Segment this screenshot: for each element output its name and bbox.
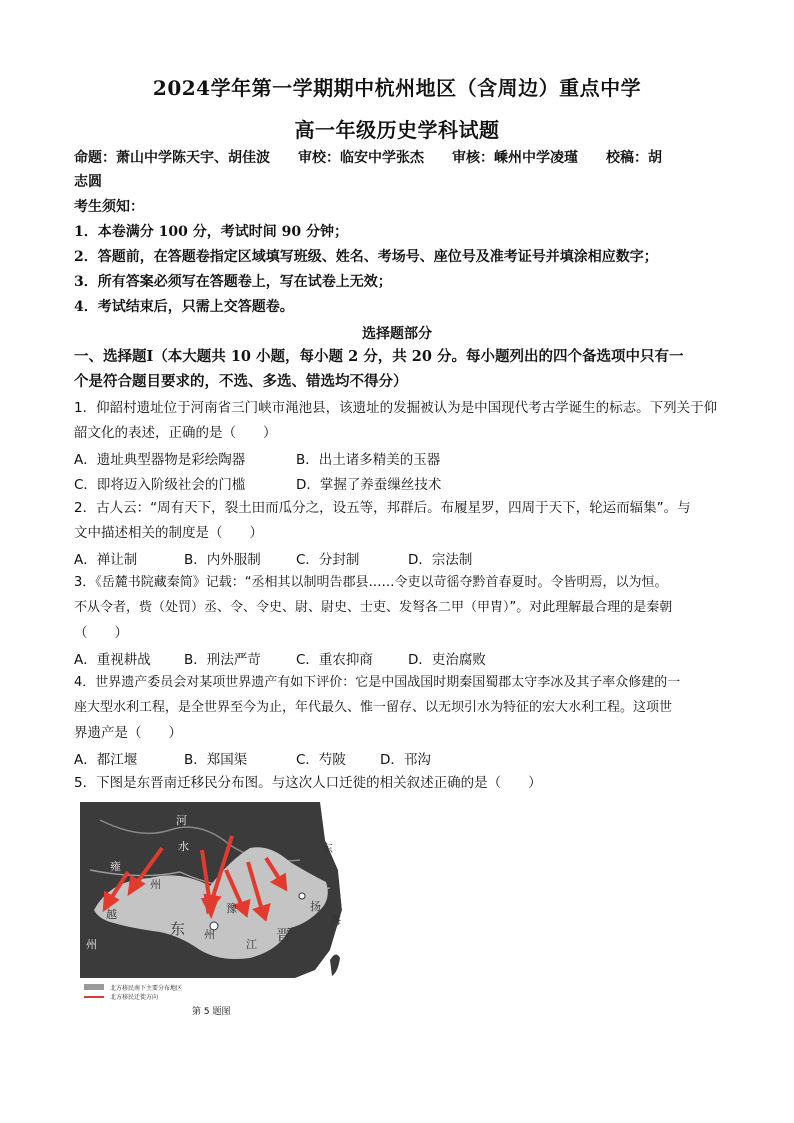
option-c: C．分封制 — [296, 552, 360, 568]
option-a: A．禅让制 — [74, 552, 138, 568]
option-d: D．邗沟 — [380, 752, 431, 768]
map-label: 州 — [150, 878, 161, 891]
option-d: D．掌握了养蚕缫丝技术 — [296, 477, 442, 493]
question-1-options — [74, 473, 441, 493]
question-4-line: 4．世界遗产委员会对某项世界遗产有如下评价：它是中国战国时期秦国蜀郡太守李冰及其子率众修建的一 — [74, 675, 681, 690]
map-label: 河 — [176, 814, 187, 827]
question-3-line: （ ） — [74, 625, 128, 641]
notice-item: 4．考试结束后，只需上交答题卷。 — [74, 299, 294, 315]
notice-item: 3．所有答案必须写在答题卷上，写在试卷上无效； — [74, 274, 392, 290]
option-b: B．内外服制 — [184, 552, 261, 568]
map-label: 江 — [246, 938, 257, 951]
exam-title: 2024学年第一学期期中杭州地区（含周边）重点中学 — [152, 76, 642, 100]
credits-line-1: 命题：萧山中学陈天宇、胡佳波 审校：临安中学张杰 审核：嵊州中学凌瑾 校稿：胡 — [74, 150, 662, 166]
question-5-line: 5．下图是东晋南迁移民分布图。与这次人口迁徙的相关叙述正确的是（ ） — [74, 775, 542, 791]
map-label: 州 — [86, 938, 97, 951]
map-label: 越 — [106, 908, 117, 921]
notice-item: 2．答题前，在答题卷指定区域填写班级、姓名、考场号、座位号及准考证号并填涂相应数字； — [74, 249, 658, 265]
option-a: A．遗址典型器物是彩绘陶器 — [74, 452, 246, 468]
option-d: D．吏治腐败 — [408, 652, 486, 668]
option-a: A．重视耕战 — [74, 652, 151, 668]
map-label: 州 — [204, 928, 215, 941]
map-label: 海 — [330, 914, 341, 927]
map-label: 豫 — [226, 902, 237, 915]
question-4-line: 界遗产是（ ） — [74, 725, 182, 741]
option-a: A．都江堰 — [74, 752, 138, 768]
map-label: 雍 — [110, 860, 121, 873]
question-2-options — [74, 548, 472, 568]
option-d: D．宗法制 — [408, 552, 473, 568]
section-title: 选择题部分 — [362, 326, 432, 342]
option-b: B．郑国渠 — [184, 752, 248, 768]
legend-label: 北方移民南下主要分布地区 — [110, 985, 183, 992]
map-caption: 第 5 题图 — [192, 1007, 231, 1017]
map-label: 水 — [178, 840, 189, 853]
option-b: B．刑法严苛 — [184, 652, 261, 668]
question-2-line: 2．古人云：“周有天下，裂土田而瓜分之，设五等，邦群后。布履星罗，四周于天下，轮运而辐集”。与 — [74, 500, 691, 516]
migration-map — [80, 800, 352, 1010]
map-label: 扬 — [310, 900, 321, 913]
map-label: 晋 — [276, 926, 292, 944]
map-label: 东 — [322, 842, 333, 855]
question-1-line: 1．仰韶村遗址位于河南省三门峡市渑池县，该遗址的发掘被认为是中国现代考古学诞生的标志。下列关于仰 — [74, 400, 718, 416]
question-1-line: 韶文化的表述，正确的是（ ） — [74, 425, 277, 441]
legend-label: 北方移民迁徙方向 — [110, 994, 159, 1001]
section-instruction-1: 一、选择题Ⅰ（本大题共 10 小题，每小题 2 分，共 20 分。每小题列出的四个备选项中只有一 — [74, 348, 684, 365]
section-instruction-2: 个是符合题目要求的，不选、多选、错选均不得分） — [74, 373, 408, 390]
question-1-options — [74, 448, 440, 468]
question-3-line: 不从令者，赀（处罚）丞、令、令史、尉、尉史、士吏、发弩各二甲（甲胄）”。对此理解最合理的是秦朝 — [74, 600, 673, 615]
notice-heading: 考生须知： — [74, 199, 144, 215]
question-2-line: 文中描述相关的制度是（ ） — [74, 525, 263, 541]
question-3-options — [74, 648, 486, 668]
exam-subtitle: 高一年级历史学科试题 — [294, 118, 500, 142]
option-c: C．芍陂 — [296, 752, 346, 768]
question-4-options — [74, 748, 431, 768]
question-3-line: 3．《岳麓书院藏秦简》记载：“丞相其以制明告郡县……令吏以苛徭夺黔首春夏时。令皆明焉，以为恒。 — [74, 575, 668, 590]
map-label: 东 — [170, 920, 186, 938]
option-b: B．出土诸多精美的玉器 — [296, 452, 441, 468]
credits-line-2: 志圆 — [74, 174, 102, 190]
option-c: C．重农抑商 — [296, 652, 373, 668]
legend-swatch-area — [84, 984, 104, 990]
notice-item: 1．本卷满分 100 分，考试时间 90 分钟； — [74, 224, 348, 240]
question-4-line: 座大型水利工程，是全世界至今为止，年代最久、惟一留存、以无坝引水为特征的宏大水利工程。这项世 — [74, 700, 673, 715]
city-marker — [299, 893, 305, 899]
option-c: C．即将迈入阶级社会的门槛 — [74, 477, 246, 493]
